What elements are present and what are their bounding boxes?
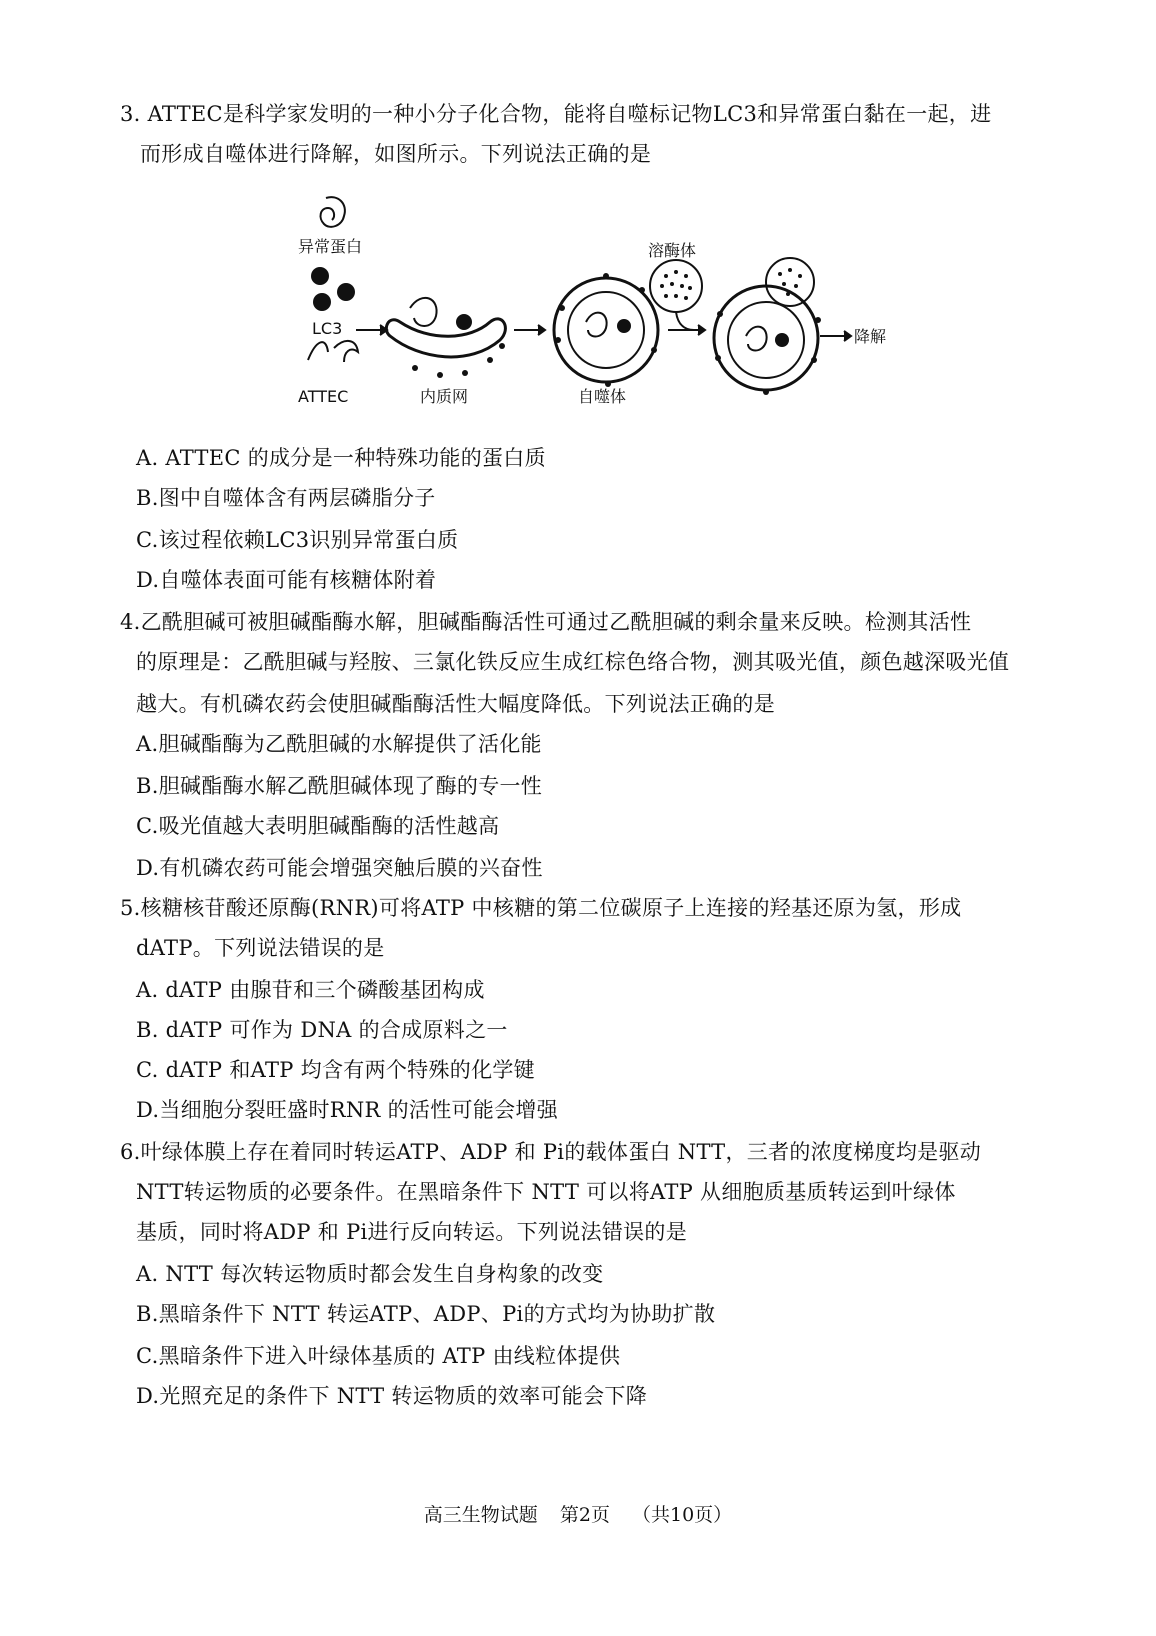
footer-title: 高三生物试题 xyxy=(423,1504,538,1526)
page-footer xyxy=(0,1500,1156,1527)
q4-option-d: D.有机磷农药可能会增强突触后膜的兴奋性 xyxy=(136,856,543,880)
lc3-dots-icon xyxy=(311,267,355,311)
attec-molecule-icon xyxy=(308,341,358,362)
q4-option-a: A.胆碱酯酶为乙酰胆碱的水解提供了活化能 xyxy=(136,732,542,756)
q3-option-b: B.图中自噬体含有两层磷脂分子 xyxy=(136,486,436,510)
q3-stem-line2: 而形成自噬体进行降解，如图所示。下列说法正确的是 xyxy=(140,142,652,166)
q4-option-c: C.吸光值越大表明胆碱酯酶的活性越高 xyxy=(136,814,500,838)
label-degrade: 降解 xyxy=(854,327,887,346)
q6-option-c: C.黑暗条件下进入叶绿体基质的 ATP 由线粒体提供 xyxy=(136,1344,621,1368)
q4-stem-line2: 的原理是：乙酰胆碱与羟胺、三氯化铁反应生成红棕色络合物，测其吸光值，颜色越深吸光值 xyxy=(136,650,1010,674)
q5-stem-line1: 5.核糖核苷酸还原酶(RNR)可将ATP 中核糖的第二位碳原子上连接的羟基还原为氢，形成 xyxy=(120,896,962,920)
q3-stem-line1: 3. ATTEC是科学家发明的一种小分子化合物，能将自噬标记物LC3和异常蛋白黏在一起，进 xyxy=(120,102,992,126)
lysosome-enzyme-dots xyxy=(660,270,692,300)
autophagy-figure xyxy=(290,190,890,430)
q5-option-b: B. dATP 可作为 DNA 的合成原料之一 xyxy=(136,1018,508,1042)
lysosome-circle xyxy=(650,260,702,312)
abnormal-protein-icon xyxy=(321,197,345,227)
q5-option-d: D.当细胞分裂旺盛时RNR 的活性可能会增强 xyxy=(136,1098,559,1122)
q6-stem-line2: NTT转运物质的必要条件。在黑暗条件下 NTT 可以将ATP 从细胞质基质转运到叶绿体 xyxy=(136,1180,956,1204)
lc3-on-er xyxy=(456,314,472,330)
label-er: 内质网 xyxy=(420,387,469,406)
q3-option-d: D.自噬体表面可能有核糖体附着 xyxy=(136,568,437,592)
footer-total: （共10页） xyxy=(632,1504,733,1526)
q4-stem-line3: 越大。有机磷农药会使胆碱酯酶活性大幅度降低。下列说法正确的是 xyxy=(136,692,775,716)
fused-lysosome-cap xyxy=(766,258,814,306)
label-lc3: LC3 xyxy=(312,319,343,338)
q4-option-b: B.胆碱酯酶水解乙酰胆碱体现了酶的专一性 xyxy=(136,774,543,798)
q5-stem-line2: dATP。下列说法错误的是 xyxy=(136,936,385,960)
q5-option-a: A. dATP 由腺苷和三个磷酸基团构成 xyxy=(136,978,485,1002)
label-autophagosome: 自噬体 xyxy=(578,387,627,406)
q6-stem-line1: 6.叶绿体膜上存在着同时转运ATP、ADP 和 Pi的载体蛋白 NTT，三者的浓度梯度均是驱动 xyxy=(120,1140,982,1164)
q3-option-a: A. ATTEC 的成分是一种特殊功能的蛋白质 xyxy=(136,446,546,470)
footer-page: 第2页 xyxy=(559,1504,610,1526)
q4-stem-line1: 4.乙酰胆碱可被胆碱酯酶水解，胆碱酯酶活性可通过乙酰胆碱的剩余量来反映。检测其活性 xyxy=(120,610,972,634)
q6-option-b: B.黑暗条件下 NTT 转运ATP、ADP、Pi的方式均为协助扩散 xyxy=(136,1302,716,1326)
q3-option-c: C.该过程依赖LC3识别异常蛋白质 xyxy=(136,528,459,552)
q6-stem-line3: 基质，同时将ADP 和 Pi进行反向转运。下列说法错误的是 xyxy=(136,1220,688,1244)
q6-option-d: D.光照充足的条件下 NTT 转运物质的效率可能会下降 xyxy=(136,1384,647,1408)
label-lysosome: 溶酶体 xyxy=(648,241,697,260)
er-membrane-shape xyxy=(386,319,505,357)
label-attec: ATTEC xyxy=(298,387,349,406)
q5-option-c: C. dATP 和ATP 均含有两个特殊的化学键 xyxy=(136,1058,535,1082)
label-abnormal-protein: 异常蛋白 xyxy=(298,237,363,256)
q6-option-a: A. NTT 每次转运物质时都会发生自身构象的改变 xyxy=(136,1262,604,1286)
